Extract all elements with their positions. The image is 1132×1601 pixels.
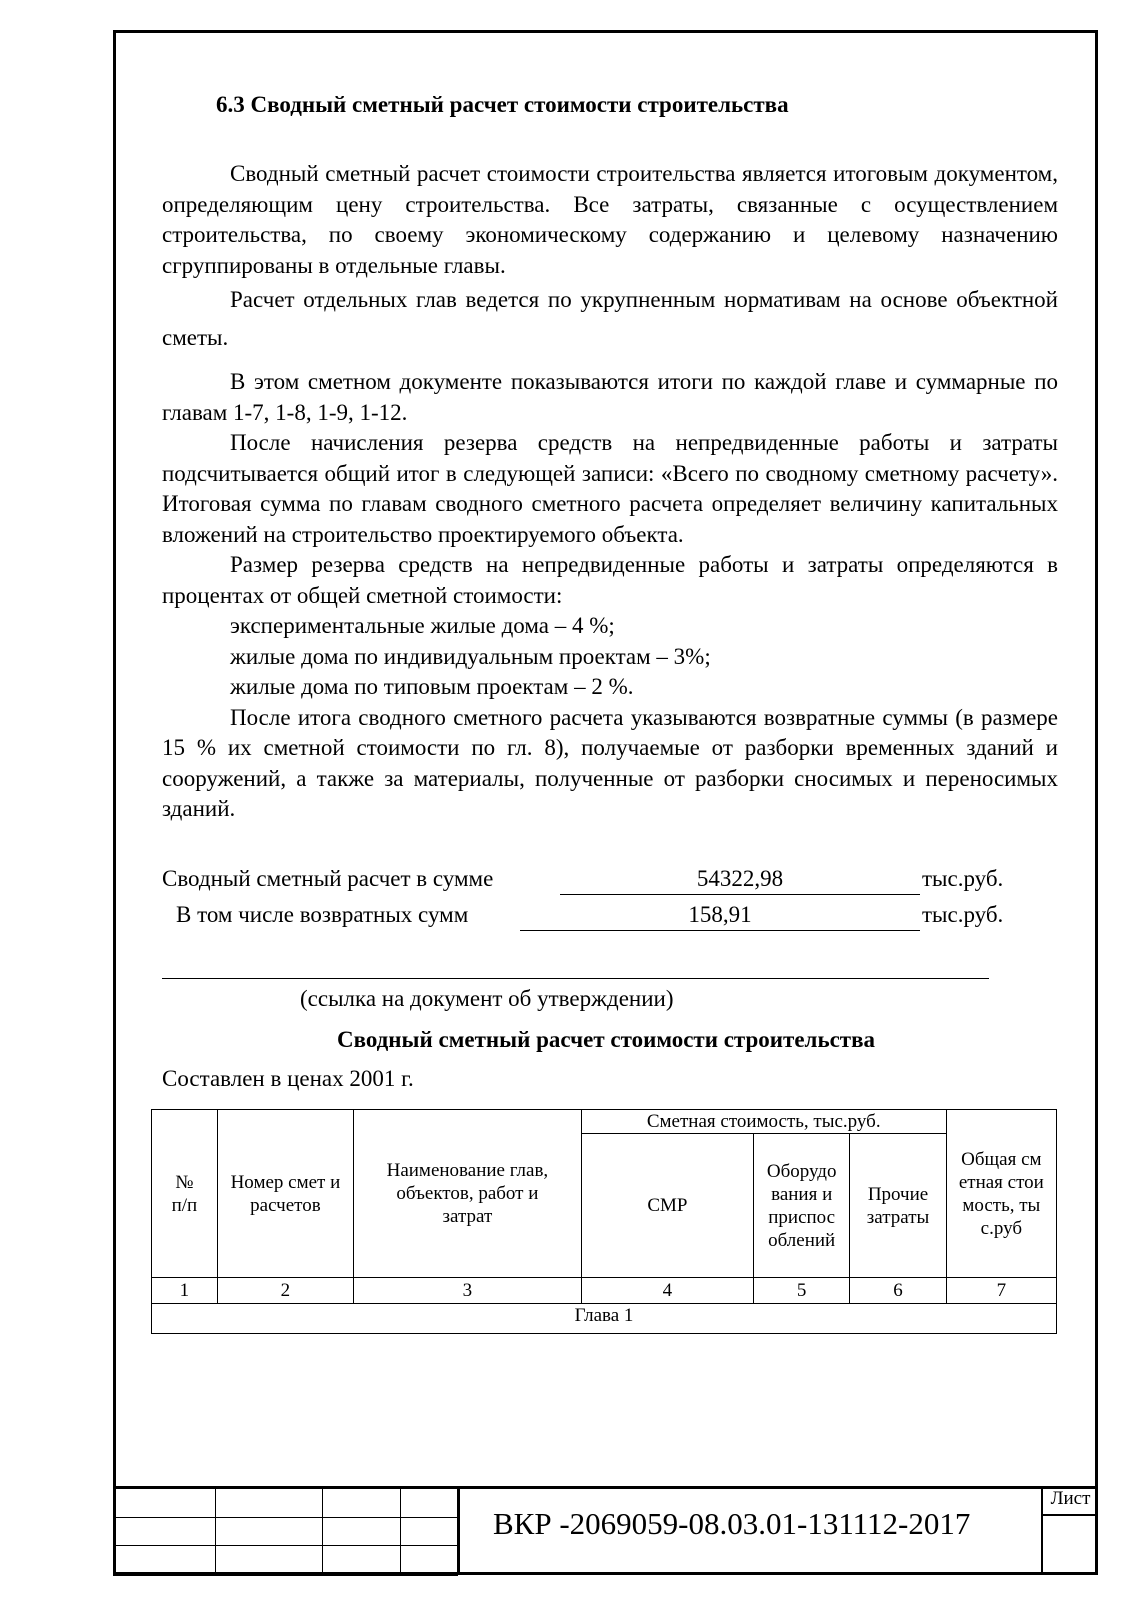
list-item-individual: жилые дома по индивидуальным проектам – 3%; (230, 643, 711, 669)
header-name: Наименование глав, объектов, работ и затрат (354, 1110, 582, 1278)
table-chapter-row (152, 1304, 1057, 1334)
header-other: Прочие затраты (850, 1134, 946, 1278)
paragraph-3: В этом сметном документе показываются итоги по каждой главе и суммарные по главам 1-7, 1-8, 1-9, 1-12. (162, 369, 1058, 425)
total-sum-value: 54322,98 (560, 866, 920, 895)
header-num: № п/п (152, 1110, 218, 1278)
paragraph-5: Размер резерва средств на непредвиденные работы и затраты определяются в процентах от общей сметной стоимости: (162, 552, 1058, 608)
prices-note: Составлен в ценах 2001 г. (162, 1066, 414, 1091)
body-text (162, 159, 1058, 825)
index-cell: 2 (217, 1278, 353, 1304)
paragraph-1: Сводный сметный расчет стоимости строительства является итоговым документом, определяющим цену строительства. Все затраты, связанные с осуществлением строительства, по своему экономическому содержанию и целевому назначению сгруппированы в отдельные главы. (162, 161, 1058, 278)
header-total: Общая сметная стоимость, тыс.руб (946, 1110, 1056, 1278)
index-cell: 1 (152, 1278, 218, 1304)
header-estimate-no: Номер смет и расчетов (217, 1110, 353, 1278)
total-sum-label: Сводный сметный расчет в сумме (162, 866, 494, 891)
title-block-grid (113, 1486, 458, 1576)
return-sum-unit: тыс.руб. (922, 902, 1004, 927)
approval-line (162, 978, 989, 979)
total-sum-unit: тыс.руб. (922, 866, 1004, 891)
index-cell: 5 (754, 1278, 850, 1304)
paragraph-4: После начисления резерва средств на непредвиденные работы и затраты подсчитывается общий итог в следующей записи: «Всего по сводному сметному расчету». Итоговая сумма по главам сводного сметного расчета определяет величину капитальных вложений на строительство проектируемого объекта. (162, 430, 1058, 547)
return-sum-value: 158,91 (520, 902, 920, 931)
section-title: 6.3 Сводный сметный расчет стоимости строительства (216, 92, 789, 117)
title-block (113, 1486, 1098, 1575)
index-cell: 3 (354, 1278, 582, 1304)
document-code: ВКР -2069059-08.03.01-131112-2017 (493, 1506, 971, 1541)
table-index-row (152, 1278, 1057, 1304)
return-sum-label: В том числе возвратных сумм (176, 902, 469, 927)
index-cell: 6 (850, 1278, 946, 1304)
list-item-typical: жилые дома по типовым проектам – 2 %. (230, 674, 634, 699)
header-equipment: Оборудования и приспособлений (754, 1134, 850, 1278)
table-header-row-1 (152, 1110, 1057, 1134)
title-block-separator (458, 1486, 460, 1575)
table-title: Сводный сметный расчет стоимости строительства (336, 1027, 876, 1052)
paragraph-2: Расчет отдельных глав ведется по укрупненным нормативам на основе объектной сметы. (162, 287, 1058, 350)
estimate-table (151, 1109, 1057, 1334)
approval-note: (ссылка на документ об утверждении) (300, 986, 674, 1011)
sheet-number-box (1041, 1514, 1098, 1575)
list-item-experimental: экспериментальные жилые дома – 4 %; (230, 613, 615, 638)
index-cell: 7 (946, 1278, 1056, 1304)
header-smr: СМР (581, 1134, 753, 1278)
header-cost-group: Сметная стоимость, тыс.руб. (581, 1110, 946, 1134)
sheet-label: Лист (1041, 1486, 1098, 1516)
paragraph-6: После итога сводного сметного расчета указываются возвратные суммы (в размере 15 % их сметной стоимости по гл. 8), получаемые от разборки временных зданий и сооружений, а также за материалы, полученные от разборки сносимых и переносимых зданий. (162, 704, 1058, 821)
chapter-cell: Глава 1 (152, 1304, 1057, 1334)
index-cell: 4 (581, 1278, 753, 1304)
